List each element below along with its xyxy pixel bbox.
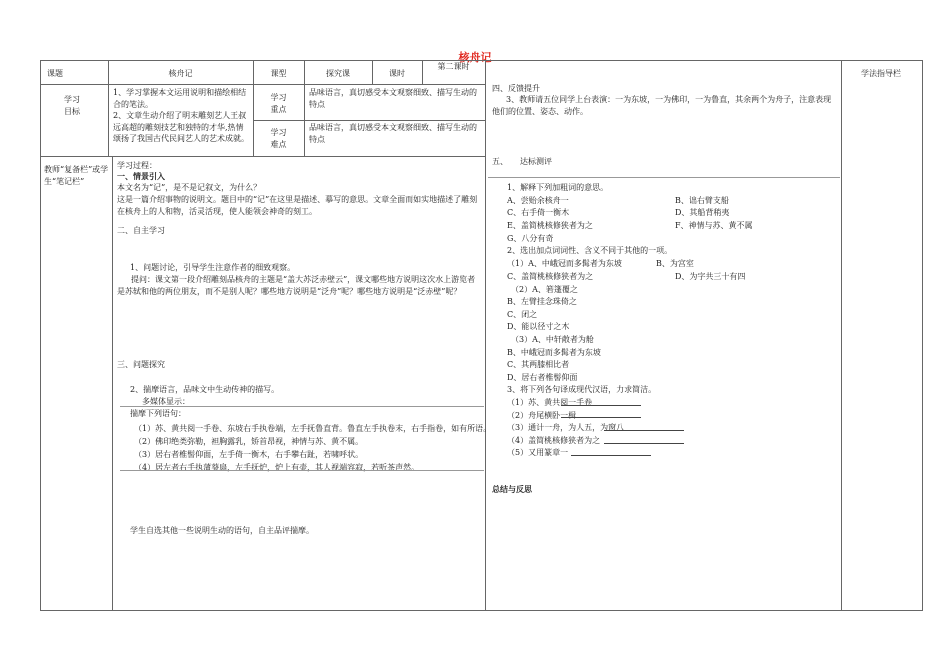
section-3-title: 三、问题探究 bbox=[117, 360, 165, 369]
difficult-point-label: 学习 难点 bbox=[270, 128, 287, 149]
analyze-sentences-label: 揣摩下列语句： bbox=[130, 409, 186, 418]
q2-g3-d: D、居右者椎髻仰面 bbox=[507, 373, 578, 382]
question-1: 1、解释下列加粗词的意思。 bbox=[507, 183, 609, 192]
q1-item-g: G、八分有奇 bbox=[507, 234, 554, 243]
q1-item-c: C、右手倚一衡木 bbox=[507, 208, 570, 217]
key-point-text: 品味语言，真切感受本文观察细致、描写生动的特点 bbox=[309, 88, 477, 109]
q3-item-2: （2）舟尾横卧一楫 bbox=[507, 411, 577, 420]
difficult-point-text: 品味语言，真切感受本文观察细致、描写生动的特点 bbox=[309, 123, 477, 144]
process-heading: 学习过程： bbox=[117, 161, 157, 170]
q1-item-a: A、尝贻余核舟一 bbox=[507, 196, 569, 205]
sentence-item-2: （2）佛印绝类弥勒，袒胸露乳，矫首昂视，神情与苏、黄不属。 bbox=[134, 437, 364, 446]
section-2-title: 二、自主学习 bbox=[117, 226, 165, 235]
key-point-label: 学习 重点 bbox=[270, 93, 287, 114]
objectives-item-1: 1、学习掌握本文运用说明和描绘相结合的笔法。 bbox=[113, 88, 247, 109]
page-title: 核舟记 bbox=[458, 51, 492, 64]
type-value: 探究课 bbox=[326, 69, 350, 78]
side-note-label: 教师“复备栏”或学生“笔记栏” bbox=[44, 165, 109, 186]
section-2-question: 提问：课文第一段介绍雕刻品核舟的主题是“盖大苏泛赤壁云”，课文哪些地方说明这次水上游览者是苏轼和他的两位朋友，而不是别人呢？哪些地方说明是“泛舟”呢？哪些地方说明是“泛赤壁”呢？ bbox=[117, 275, 476, 296]
q3-item-4: （4）盖简桃核修狭者为之 bbox=[507, 436, 601, 445]
section-1-title: 一、情景引入 bbox=[117, 172, 165, 181]
media-display-label: 多媒体显示： bbox=[142, 397, 190, 406]
section-1-answer: 这是一篇介绍事物的说明文。题目中的“记”在这里是描述、摹写的意思。文章全面而如实地描述了雕刻在核舟上的人和物，活灵活现，使人能领会神奇的刻工。 bbox=[117, 195, 478, 216]
section-1-question: 本文名为“记”，是不是记叙文，为什么？ bbox=[117, 183, 262, 192]
q3-item-5: （5）又用篆章一 bbox=[507, 448, 569, 457]
type-label: 课型 bbox=[270, 69, 287, 78]
section-3-end: 学生自选其他一些说明生动的语句，自主品评揣摩。 bbox=[130, 526, 314, 535]
q1-item-e: E、盖简桃核修狭者为之 bbox=[507, 221, 593, 230]
topic-value: 核舟记 bbox=[168, 69, 193, 78]
guide-column-label: 学法指导栏 bbox=[861, 69, 901, 78]
question-3: 3、将下列各句译成现代汉语，力求简洁。 bbox=[507, 385, 657, 394]
q1-item-d: D、其船背稍夷 bbox=[675, 208, 730, 217]
q3-item-1: （1）苏、黄共阅一手卷 bbox=[507, 398, 593, 407]
summary-label: 总结与反思 bbox=[492, 485, 532, 494]
q2-g2-a: （2）A、箬篷覆之 bbox=[511, 285, 578, 294]
sentence-item-1: （1）苏、黄共阅一手卷、东坡右手执卷端，左手抚鲁直背。鲁直左手执卷末，右手指卷，如有所语。 bbox=[134, 424, 492, 433]
topic-label: 课题 bbox=[47, 69, 63, 78]
period-label: 课时 bbox=[389, 69, 405, 78]
q2-g3-a: （3）A、中轩敞者为舱 bbox=[511, 335, 594, 344]
section-4-text: 3、教师请五位同学上台表演：一为东坡，一为佛印，一为鲁直，其余两个为舟子，注意表现他们的位置、姿态、动作。 bbox=[492, 95, 832, 116]
section-5-title: 五、 达标测评 bbox=[492, 157, 552, 166]
section-2-text: 1、问题讨论，引导学生注意作者的细致观察。 bbox=[130, 263, 296, 272]
q2-g1-c: C、盖简桃核修狭者为之 bbox=[507, 272, 594, 281]
sentence-item-3: （3）居右者椎髻仰面，左手倚一衡木，右手攀右趾，若啸呼状。 bbox=[134, 450, 364, 459]
objectives-item-2: 2、文章生动介绍了明末雕刻艺人王叔远高超的雕刻技艺和独特的才华,热情颂扬了我国古代民间艺人的艺术成就。 bbox=[113, 111, 249, 144]
objectives-label: 学习 目标 bbox=[64, 95, 80, 116]
q2-g2-d: D、能以径寸之木 bbox=[507, 322, 570, 331]
q2-g1-b: B、为宫室 bbox=[656, 259, 694, 268]
sentence-item-4: （4）居左者右手执蒲葵扇，左手抚炉，炉上有壶，其人视端容寂，若听茶声然。 bbox=[134, 463, 420, 472]
question-2: 2、选出加点词词性、含义不同于其他的一项。 bbox=[507, 246, 673, 255]
section-3-text: 2、揣摩语言，品味文中生动传神的描写。 bbox=[130, 385, 280, 394]
q2-g2-c: C、闭之 bbox=[507, 310, 538, 319]
q2-g2-b: B、左臂挂念珠倚之 bbox=[507, 297, 577, 306]
period-value: 第二课时 bbox=[437, 62, 470, 71]
q3-item-3: （3）通计一舟，为人五，为窗八 bbox=[507, 423, 625, 432]
section-4-title: 四、反馈提升 bbox=[492, 84, 540, 93]
q2-g3-b: B、中峨冠而多髯者为东坡 bbox=[507, 348, 601, 357]
q1-item-b: B、诎右臂支船 bbox=[675, 196, 729, 205]
q2-g1-d: D、为字共三十有四 bbox=[675, 272, 746, 281]
q2-g3-c: C、其两膝相比者 bbox=[507, 360, 570, 369]
q2-g1-a: （1）A、中峨冠而多髯者为东坡 bbox=[507, 259, 622, 268]
q1-item-f: F、神情与苏、黄不属 bbox=[675, 221, 753, 230]
